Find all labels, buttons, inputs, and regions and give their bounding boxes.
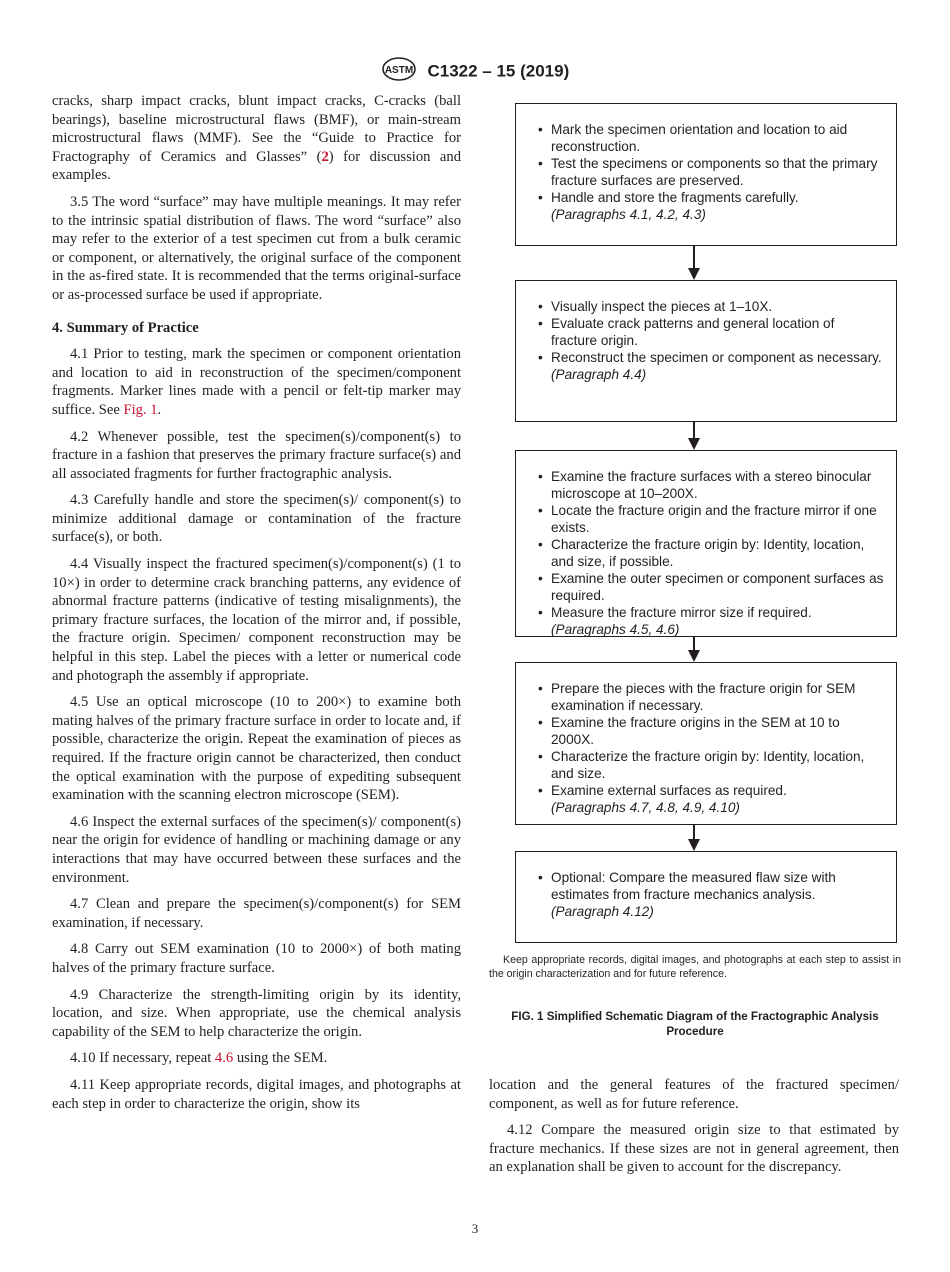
flow-box-3 [515, 450, 897, 637]
arrow-down-icon [688, 268, 700, 280]
arrow-down-icon [688, 438, 700, 450]
figure-note: Keep appropriate records, digital images, and photographs at each step to assist in the origin characterization and for future reference. [489, 954, 901, 980]
flow-item: • Prepare the pieces with the fracture origin for SEM examination if necessary. [538, 680, 884, 714]
flow-item: • Handle and store the fragments carefully. [538, 189, 884, 206]
flow-item: • Examine the fracture surfaces with a stereo binocular microscope at 10–200X. [538, 468, 884, 502]
paragraph-continued-right: location and the general features of the fractured specimen/ component, as well as for future reference. [489, 1077, 899, 1112]
flow-item: • Examine the fracture origins in the SEM at 10 to 2000X. [538, 714, 884, 748]
flow-item: • Characterize the fracture origin by: Identity, location, and size. [538, 748, 884, 782]
flow-paragraph-ref: (Paragraphs 4.1, 4.2, 4.3) [551, 207, 706, 222]
section-4-6-link[interactable]: 4.6 [214, 1050, 234, 1067]
flow-item: • Characterize the fracture origin by: Identity, location, and size, if possible. [538, 536, 884, 570]
flow-item: • Mark the specimen orientation and location to aid reconstruction. [538, 121, 884, 155]
paragraph-4-10: 4.10 If necessary, repeat 4.6 using the SEM. [70, 1050, 328, 1067]
flow-paragraph-ref: (Paragraphs 4.5, 4.6) [551, 622, 680, 637]
flow-item: • Evaluate crack patterns and general location of fracture origin. [538, 315, 884, 349]
paragraph-4-4: 4.4 Visually inspect the fractured specimen(s)/component(s) (1 to 10×) in order to determine crack branching patterns, any evidence of abnormal fracture patterns (indicative of testing misalignments), the primary fracture surfaces, the location of the mirror and, if possible, the fracture origin. Specimen/ component reconstruction may be helpful in this step. Label the pieces with a letter or numerical code and photograph the assembly if appropriate. [52, 556, 461, 684]
flow-paragraph-ref: (Paragraphs 4.7, 4.8, 4.9, 4.10) [551, 800, 740, 815]
flow-box-5 [515, 851, 897, 943]
page-number: 3 [471, 1221, 479, 1236]
paragraph-4-6: 4.6 Inspect the external surfaces of the specimen(s)/ component(s) near the origin for evidence of handling or machining damage or any interactions that may have occurred between these surfaces and the environment. [52, 813, 461, 886]
flow-item: • Locate the fracture origin and the fracture mirror if one exists. [538, 502, 884, 536]
paragraph-4-9: 4.9 Characterize the strength-limiting origin by its identity, location, and size. When appropriate, use the chemical analysis capability of the SEM to help characterize the origin. [52, 986, 461, 1040]
arrow-down-icon [688, 839, 700, 851]
flow-paragraph-ref: (Paragraph 4.12) [551, 904, 654, 919]
fig-1-link[interactable]: Fig. 1 [123, 401, 158, 418]
paragraph-4-2: 4.2 Whenever possible, test the specimen(s)/component(s) to fracture in a fashion that preserves the primary fracture surface(s) and all associated fragments for further fractographic analysis. [52, 428, 461, 482]
astm-logo-icon [381, 56, 417, 87]
flowchart [515, 103, 901, 953]
flow-paragraph-ref: (Paragraph 4.4) [551, 367, 647, 382]
section-heading-4: 4. Summary of Practice [52, 319, 199, 336]
paragraph-4-7: 4.7 Clean and prepare the specimen(s)/component(s) for SEM examination, if necessary. [52, 896, 461, 931]
paragraph-3-5: 3.5 The word “surface” may have multiple meanings. It may refer to the intrinsic spatial distribution of flaws. The word “surface” also may refer to the exterior of a test specimen cut from a bulk ceramic or component, or alternatively, the original surface of the component in the as-fired state. It is recommended that the terms original-surface or as-processed surface be used if appropriate. [52, 193, 461, 303]
flow-item: • Optional: Compare the measured flaw size with estimates from fracture mechanics analysis. [538, 869, 884, 903]
left-column [52, 92, 461, 1121]
figure-caption: FIG. 1 Simplified Schematic Diagram of the Fractographic Analysis Procedure [511, 1010, 879, 1038]
arrow-down-icon [688, 650, 700, 662]
reference-link-2[interactable]: 2 [321, 148, 329, 165]
flow-item: • Examine external surfaces as required. [538, 782, 884, 799]
flow-item: • Examine the outer specimen or component surfaces as required. [538, 570, 884, 604]
flow-item: • Test the specimens or components so that the primary fracture surfaces are preserved. [538, 155, 884, 189]
paragraph-4-11: 4.11 Keep appropriate records, digital images, and photographs at each step in order to characterize the origin, show its [52, 1076, 461, 1112]
astm-logo-text: ASTM [384, 65, 413, 76]
flow-box-4 [515, 662, 897, 825]
flow-item: • Visually inspect the pieces at 1–10X. [538, 298, 884, 315]
page-header [0, 56, 950, 87]
paragraph-4-8: 4.8 Carry out SEM examination (10 to 2000×) of both mating halves of the primary fracture surface. [52, 941, 461, 976]
paragraph-4-1: 4.1 Prior to testing, mark the specimen or component orientation and location to aid in reconstruction of the specimen/component fragments. Marker lines made with a pencil or felt-tip marker may suffice. See Fig. 1. [52, 346, 461, 418]
paragraph-4-12: 4.12 Compare the measured origin size to that estimated by fracture mechanics. If these sizes are not in general agreement, then an explanation shall be given to account for the discrepancy. [489, 1122, 899, 1176]
paragraph-4-3: 4.3 Carefully handle and store the specimen(s)/ component(s) to minimize additional damage or contamination of the fracture surface(s), or both. [52, 492, 461, 546]
flow-box-2 [515, 280, 897, 422]
paragraph-continued: cracks, sharp impact cracks, blunt impact cracks, C-cracks (ball bearings), baseline microstructural flaws (BMF), or main-stream microstructural flaws (MMF). See the “Guide to Practice for Fractography of Ceramics and Glasses” (2) for discussion and examples. [52, 93, 461, 184]
paragraph-4-5: 4.5 Use an optical microscope (10 to 200×) to examine both mating halves of the primary fracture surface in order to locate and, if possible, characterize the origin. Repeat the examination of pieces as required. If the fracture origin cannot be characterized, then conduct the optical examination with the purpose of expediting subsequent examination with the scanning electron microscope (SEM). [52, 694, 461, 804]
right-column [489, 1076, 899, 1185]
flow-item: • Reconstruct the specimen or component as necessary. [538, 349, 884, 366]
flow-item: • Measure the fracture mirror size if required. [538, 604, 884, 621]
document-designation: C1322 – 15 (2019) [427, 61, 570, 81]
flow-box-1 [515, 103, 897, 246]
